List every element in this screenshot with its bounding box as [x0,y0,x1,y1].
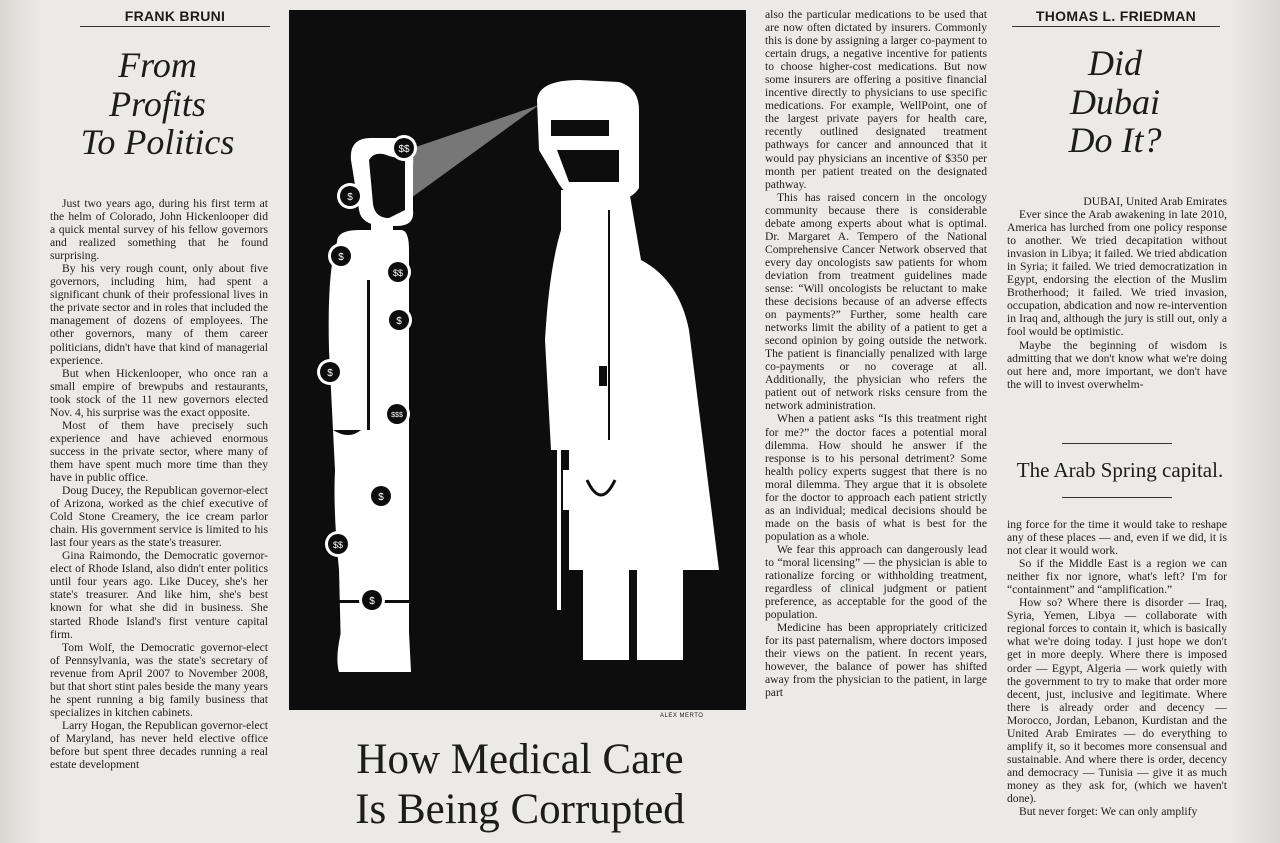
byline-right: THOMAS L. FRIEDMAN [1012,8,1220,27]
illustration-svg [289,10,746,710]
pull-quote-rule-bottom [1062,497,1172,498]
paragraph: Doug Ducey, the Republican governor-elect of Arizona, worked as the chief executive of Cold Stone Creamery, the ice cream parlor chain. His government service is limited to his last four years as the state's treasurer. [50,484,268,550]
doctor-arm-line [557,450,561,610]
patient-zipper [367,280,370,430]
svg-text:$$: $$ [392,268,404,278]
paragraph: So if the Middle East is a region we can neither fix nor ignore, what's left? I'm for “containment” and “amplification.” [1007,557,1227,597]
paper-edge-left [0,0,40,843]
pull-quote: The Arab Spring capital. [1016,458,1224,482]
paragraph: But when Hickenlooper, who once ran a small empire of brewpubs and restaurants, took stock of the 11 new governors elected Nov. 4, his surprise was the exact opposite. [50,366,268,419]
svg-text:$$$: $$$ [391,412,403,419]
right-column-body-bottom [1007,518,1227,843]
svg-text:$: $ [327,368,333,379]
headline-left-line: Profits [109,83,206,124]
svg-text:$: $ [378,492,384,503]
svg-text:$: $ [347,192,353,203]
dollar-badge [386,307,412,333]
doctor-coat [545,190,719,570]
headline-left-line: To Politics [80,122,235,163]
dollar-badge [359,587,385,613]
dateline: DUBAI, United Arab Emirates [1083,195,1227,208]
patient-face-shadow [369,154,405,218]
paragraph: Just two years ago, during his first term at the helm of Colorado, John Hickenlooper did a quick mental survey of his fellow governors and realized something that he found surprising. [50,197,268,263]
svg-text:$$: $$ [332,540,344,550]
doctor-headband [551,120,609,136]
svg-text:$: $ [396,316,402,327]
dollar-badge [368,483,394,509]
middle-column-body [765,8,987,843]
headline-left-line: From [118,45,197,85]
doctor-leg-right [637,570,683,660]
right-column-body-top [1007,195,1227,420]
paragraph: By his very rough count, only about five governors, including him, had spent a significant chunk of their professional lives in the private sector and in roles that included the management of dozens of employees. The other governors, many of them career politicians, didn't have that kind of managerial experience. [50,262,268,367]
dollar-badge [328,243,354,269]
paragraph: But never forget: We can only amplify [1019,805,1198,819]
byline-left: FRANK BRUNI [80,8,270,27]
paragraph: also the particular medications to be used that are now often dictated by insurers. Commonly this is done by assigning a larger co-payment to certain drugs, a negative incentive for patients to choose higher-cost medications. But now some insurers are offering a positive financial incentive directly to physicians to use specific medications. For example, WellPoint, one of the largest private payers for health care, recently outlined designated treatment pathways for cancer and announced that it would pay physicians an incentive of $350 per month per patient treated on the designated pathway. [765,8,987,191]
paper-edge-right [1230,0,1280,843]
paragraph: Maybe the beginning of wisdom is admitting that we don't know what we're doing out here and, more important, we don't have the will to invest overwhelm- [1007,338,1227,391]
paragraph: How so? Where there is disorder — Iraq, Syria, Yemen, Libya — collaborate with regional forces to contain it, which is basically what we're doing today. I just hope we don't get in more deeply. Where there is imposed order — Egypt, Algeria — work quietly with the government to try to make that order more decent, just, inclusive and legitimate. Where there is already order and decency — Morocco, Jordan, Lebanon, Kurdistan and the United Arab Emirates — do everything to amplify it, so it becomes more consensual and sustainable. And where there is order, decency and democracy — Tunisia — give it as much money as they ask for, (which we haven't done). [1007,596,1227,805]
paragraph: Most of them have precisely such experience and have achieved enormous success in the private sector, where many of them have spent much more time than they have in public office. [50,418,268,484]
headline-left [60,46,255,162]
dollar-badge [325,531,351,557]
dollar-badge [317,359,343,385]
svg-text:$: $ [369,596,375,607]
light-beam [407,105,539,198]
patient-shoe [337,632,411,672]
doctor-leg-left [583,570,629,660]
paragraph: When a patient asks “Is this treatment right for me?” the doctor faces a potential moral dilemma. How should he answer if the response is to his personal detriment? Some health policy experts suggest that there is no moral dilemma. They argue that it is obsolete for the doctor to approach each patient strictly as an individual; medical decisions should be made on the basis of what is best for the population as a whole. [765,412,987,543]
dollar-badge [391,135,417,161]
main-headline-line: Is Being Corrupted [355,786,685,833]
svg-text:$$: $$ [398,144,410,155]
illustration [289,10,746,710]
paragraph: Tom Wolf, the Democratic governor-elect of Pennsylvania, was the state's secretary of revenue from April 2007 to November 2008, but that short stint pales beside the many years he spent running a big family business that specializes in kitchen cabinets. [50,640,268,719]
left-column-body [50,197,268,843]
paragraph: Ever since the Arab awakening in late 2010, America has lurched from one policy response to another. We tried decapitation without invasion in Libya; it failed. We tried abdication in Syria; it failed. We tried democratization in Egypt, endorsing the election of the Muslim Brotherhood; it failed. We tried invasion, occupation, abdication and now re-intervention in Iraq and, although the jury is still out, only a fool would be optimistic. [1007,208,1227,339]
main-headline [300,735,740,835]
paragraph: Larry Hogan, the Republican governor-elect of Maryland, has never held elective office before but spent three decades running a real estate development [50,718,268,772]
main-headline-line: How Medical Care [356,736,684,783]
dollar-badge [384,401,410,427]
svg-text:$: $ [338,252,344,263]
paragraph: We fear this approach can dangerously lead to “moral licensing” — the physician is able to rationalize forcing or withholding treatment, regardless of clinical judgment or patient preference, as acceptable for the good of the population. [765,542,987,622]
headline-right [1030,44,1200,160]
pull-quote-rule-top [1062,443,1172,444]
headline-right-line: Did [1088,43,1142,83]
illustration-credit: ALEX MERTO [660,713,704,719]
headline-right-line: Do It? [1068,120,1162,161]
paragraph: ing force for the time it would take to reshape any of these places — and, even if we did, it is not clear it would work. [1007,518,1227,558]
paragraph: Medicine has been appropriately criticized for its past paternalism, where doctors imposed their views on the patient. In recent years, however, the balance of power has shifted away from the physician to the patient, in large part [765,621,987,700]
dollar-badge [337,183,363,209]
dollar-badge [385,259,411,285]
paragraph: This has raised concern in the oncology community because there is considerable debate among experts about what is optimal. Dr. Margaret A. Tempero of the National Comprehensive Cancer Network observed that every day oncologists saw patients for whom deviation from treatment guidelines made sense: “Will oncologists be reluctant to make these decisions because of an adverse effects on payments?” Further, some health care networks limit the ability of a patient to get a second opinion by going outside the network. The patient is financially penalized with large co-payments or no coverage at all. Additionally, the physician who refers the patient out of network risks censure from the network administration. [765,190,987,413]
paragraph: Gina Raimondo, the Democratic governor-elect of Rhode Island, also didn't enter politics until four years ago. Like Ducey, she's her state's treasurer. And like him, she's best known for what she did in business. She started Rhode Island's first venture capital firm. [50,549,268,641]
doctor-pen [599,366,607,386]
headline-right-line: Dubai [1070,81,1160,122]
doctor-head [537,80,639,202]
